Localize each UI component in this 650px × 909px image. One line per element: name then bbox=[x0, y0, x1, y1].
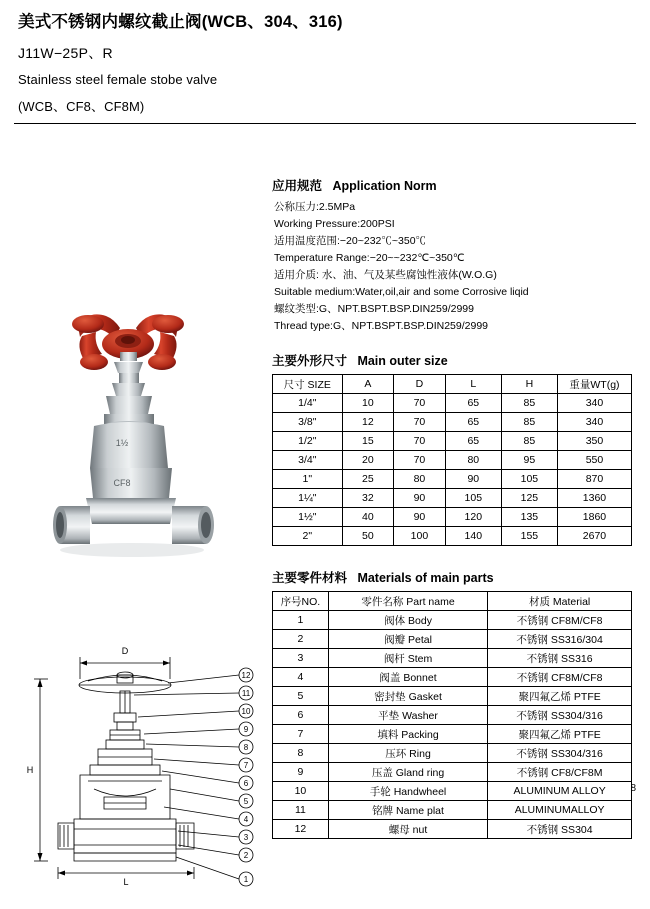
table-row bbox=[273, 470, 632, 489]
main-outer-size-heading-cn: 主要外形尺寸 bbox=[272, 354, 348, 369]
cell-l: 90 bbox=[445, 470, 501, 489]
cell-material: 不锈钢 CF8M/CF8 bbox=[488, 668, 632, 687]
cell-no: 12 bbox=[273, 820, 329, 839]
cell-part-name: 阀瓣 Petal bbox=[328, 630, 487, 649]
cell-part-name: 平垫 Washer bbox=[328, 706, 487, 725]
valve-line-drawing-svg bbox=[18, 639, 268, 904]
cell-material: 不锈钢 SS304/316 bbox=[488, 744, 632, 763]
cell-weight: 2670 bbox=[557, 527, 631, 546]
cell-d: 80 bbox=[394, 470, 446, 489]
callout-7: 7 bbox=[243, 761, 249, 771]
table-row bbox=[273, 744, 632, 763]
cell-d: 70 bbox=[394, 432, 446, 451]
cell-h: 85 bbox=[501, 432, 557, 451]
cell-h: 105 bbox=[501, 470, 557, 489]
cell-material: 不锈钢 CF8/CF8M bbox=[488, 763, 632, 782]
cell-material: 不锈钢 SS304/316 bbox=[488, 706, 632, 725]
callout-8: 8 bbox=[243, 743, 249, 753]
cell-a: 20 bbox=[342, 451, 394, 470]
cell-size: 3/4" bbox=[273, 451, 343, 470]
column-header: D bbox=[394, 375, 446, 394]
cell-a: 40 bbox=[342, 508, 394, 527]
cell-part-name: 填料 Packing bbox=[328, 725, 487, 744]
cell-h: 85 bbox=[501, 413, 557, 432]
table-row bbox=[273, 451, 632, 470]
cell-size: 1" bbox=[273, 470, 343, 489]
page-title-en: Stainless steel female stobe valve bbox=[18, 72, 218, 88]
callout-12: 12 bbox=[241, 671, 251, 681]
cell-material: 不锈钢 SS304 bbox=[488, 820, 632, 839]
cell-size: 1/4" bbox=[273, 394, 343, 413]
cell-d: 70 bbox=[394, 394, 446, 413]
cell-a: 50 bbox=[342, 527, 394, 546]
cell-no: 2 bbox=[273, 630, 329, 649]
callout-5: 5 bbox=[243, 797, 249, 807]
cell-h: 85 bbox=[501, 394, 557, 413]
spec-line: Working Pressure:200PSI bbox=[274, 218, 395, 231]
valve-photo-svg bbox=[36, 274, 246, 594]
cell-material: 不锈钢 SS316 bbox=[488, 649, 632, 668]
cell-part-name: 铭牌 Name plat bbox=[328, 801, 487, 820]
application-norm-heading-en: Application Norm bbox=[332, 179, 437, 194]
cell-size: 1½" bbox=[273, 508, 343, 527]
cell-weight: 340 bbox=[557, 394, 631, 413]
table-row bbox=[273, 527, 632, 546]
table-row bbox=[273, 706, 632, 725]
photo-size-mark: 1½ bbox=[115, 438, 129, 449]
cell-a: 15 bbox=[342, 432, 394, 451]
table-row bbox=[273, 649, 632, 668]
column-header: 尺寸 SIZE bbox=[273, 375, 343, 394]
materials-heading bbox=[272, 568, 634, 586]
cell-material: 聚四氟乙烯 PTFE bbox=[488, 725, 632, 744]
document-header bbox=[0, 0, 650, 115]
table-row bbox=[273, 489, 632, 508]
cell-weight: 1360 bbox=[557, 489, 631, 508]
cell-no: 8 bbox=[273, 744, 329, 763]
cell-weight: 1860 bbox=[557, 508, 631, 527]
spec-line: 适用介质: 水、油、气及某些腐蚀性液体(W.O.G) bbox=[274, 269, 497, 282]
specs-column bbox=[272, 176, 634, 839]
cell-d: 90 bbox=[394, 508, 446, 527]
cell-weight: 550 bbox=[557, 451, 631, 470]
cell-d: 70 bbox=[394, 451, 446, 470]
table-row bbox=[273, 432, 632, 451]
cell-l: 105 bbox=[445, 489, 501, 508]
spec-line: Suitable medium:Water,oil,air and some Corrosive liqid bbox=[274, 286, 529, 299]
cell-part-name: 密封垫 Gasket bbox=[328, 687, 487, 706]
handwheel-graphic bbox=[72, 315, 184, 371]
valve-photo bbox=[36, 274, 246, 594]
cell-part-name: 螺母 nut bbox=[328, 820, 487, 839]
cell-part-name: 阀杆 Stem bbox=[328, 649, 487, 668]
materials-heading-cn: 主要零件材料 bbox=[272, 571, 348, 586]
table-row bbox=[273, 630, 632, 649]
dim-label-h: H bbox=[26, 765, 34, 776]
cell-l: 140 bbox=[445, 527, 501, 546]
table-header-row bbox=[273, 592, 632, 611]
cell-part-name: 压盖 Gland ring bbox=[328, 763, 487, 782]
spec-line: Temperature Range:−20~~232℃~350℃ bbox=[274, 252, 465, 265]
callout-4: 4 bbox=[243, 815, 249, 825]
cell-weight: 350 bbox=[557, 432, 631, 451]
end-connections-graphic bbox=[53, 498, 214, 557]
cell-no: 7 bbox=[273, 725, 329, 744]
application-norm-heading bbox=[272, 176, 634, 194]
column-header: L bbox=[445, 375, 501, 394]
spec-line: 公称压力:2.5MPa bbox=[274, 201, 356, 214]
cell-material: ALUMINUMALLOY bbox=[488, 801, 632, 820]
cell-part-name: 阀盖 Bonnet bbox=[328, 668, 487, 687]
cell-part-name: 阀体 Body bbox=[328, 611, 487, 630]
table-row bbox=[273, 668, 632, 687]
cell-d: 90 bbox=[394, 489, 446, 508]
spec-line: 适用温度范围:−20~232℃~350℃ bbox=[274, 235, 427, 248]
cell-size: 2" bbox=[273, 527, 343, 546]
photo-brand-mark: CF8 bbox=[113, 478, 131, 489]
main-outer-size-heading bbox=[272, 351, 634, 369]
table-row bbox=[273, 801, 632, 820]
cell-material: 不锈钢 CF8M/CF8 bbox=[488, 611, 632, 630]
cell-l: 65 bbox=[445, 394, 501, 413]
application-norm-list bbox=[274, 199, 634, 335]
cell-a: 25 bbox=[342, 470, 394, 489]
table-row bbox=[273, 820, 632, 839]
header-divider bbox=[14, 123, 636, 124]
dim-label-d: D bbox=[121, 646, 129, 657]
table-row bbox=[273, 725, 632, 744]
cell-d: 100 bbox=[394, 527, 446, 546]
cell-a: 12 bbox=[342, 413, 394, 432]
cell-l: 80 bbox=[445, 451, 501, 470]
valve-line-drawing bbox=[18, 639, 268, 904]
cell-h: 155 bbox=[501, 527, 557, 546]
spec-line: 螺纹类型:G、NPT.BSPT.BSP.DIN259/2999 bbox=[274, 303, 474, 316]
cell-no: 3 bbox=[273, 649, 329, 668]
table-row bbox=[273, 687, 632, 706]
table-row bbox=[273, 394, 632, 413]
column-header: A bbox=[342, 375, 394, 394]
dim-label-l: L bbox=[123, 877, 129, 888]
cell-weight: 340 bbox=[557, 413, 631, 432]
cell-h: 135 bbox=[501, 508, 557, 527]
cell-part-name: 手轮 Handwheel bbox=[328, 782, 487, 801]
cell-l: 65 bbox=[445, 432, 501, 451]
materials-heading-en: Materials of main parts bbox=[357, 571, 494, 586]
table-row bbox=[273, 413, 632, 432]
cell-h: 125 bbox=[501, 489, 557, 508]
page-title-materials: (WCB、CF8、CF8M) bbox=[18, 99, 145, 115]
cell-no: 10 bbox=[273, 782, 329, 801]
cell-material: ALUMINUM ALLOY bbox=[488, 782, 632, 801]
table-header-row bbox=[273, 375, 632, 394]
model-code: J11W−25P、R bbox=[18, 45, 113, 62]
application-norm-heading-cn: 应用规范 bbox=[272, 179, 323, 194]
cell-size: 1¼" bbox=[273, 489, 343, 508]
column-header: 重量WT(g) bbox=[557, 375, 631, 394]
callout-9: 9 bbox=[243, 725, 249, 735]
callout-11: 11 bbox=[241, 689, 251, 699]
cell-material: 聚四氟乙烯 PTFE bbox=[488, 687, 632, 706]
cell-no: 5 bbox=[273, 687, 329, 706]
cell-size: 3/8" bbox=[273, 413, 343, 432]
cell-no: 4 bbox=[273, 668, 329, 687]
cell-material: 不锈钢 SS316/304 bbox=[488, 630, 632, 649]
column-header: H bbox=[501, 375, 557, 394]
callout-3: 3 bbox=[243, 833, 249, 843]
callout-10: 10 bbox=[241, 707, 251, 717]
cell-h: 95 bbox=[501, 451, 557, 470]
cell-no: 6 bbox=[273, 706, 329, 725]
cell-no: 9 bbox=[273, 763, 329, 782]
page-title-cn: 美式不锈钢内螺纹截止阀(WCB、304、316) bbox=[18, 13, 343, 31]
callout-6: 6 bbox=[243, 779, 249, 789]
cell-l: 120 bbox=[445, 508, 501, 527]
column-header: 材质 Material bbox=[488, 592, 632, 611]
cell-d: 70 bbox=[394, 413, 446, 432]
cell-size: 1/2" bbox=[273, 432, 343, 451]
callout-1: 1 bbox=[243, 875, 249, 885]
spec-line: Thread type:G、NPT.BSPT.BSP.DIN259/2999 bbox=[274, 320, 488, 333]
cell-no: 1 bbox=[273, 611, 329, 630]
callout-2: 2 bbox=[243, 851, 249, 861]
column-header: 序号NO. bbox=[273, 592, 329, 611]
stem-graphic bbox=[112, 352, 145, 396]
table-row bbox=[273, 611, 632, 630]
table-row bbox=[273, 782, 632, 801]
table-row bbox=[273, 508, 632, 527]
cell-weight: 870 bbox=[557, 470, 631, 489]
cell-a: 10 bbox=[342, 394, 394, 413]
cell-part-name: 压环 Ring bbox=[328, 744, 487, 763]
materials-table bbox=[272, 591, 632, 839]
cell-l: 65 bbox=[445, 413, 501, 432]
table-row bbox=[273, 763, 632, 782]
main-outer-size-heading-en: Main outer size bbox=[357, 354, 448, 369]
body-graphic bbox=[90, 422, 172, 498]
cell-no: 11 bbox=[273, 801, 329, 820]
column-header: 零件名称 Part name bbox=[328, 592, 487, 611]
page-number: 8 bbox=[630, 783, 636, 794]
main-outer-size-table bbox=[272, 374, 632, 546]
cell-a: 32 bbox=[342, 489, 394, 508]
